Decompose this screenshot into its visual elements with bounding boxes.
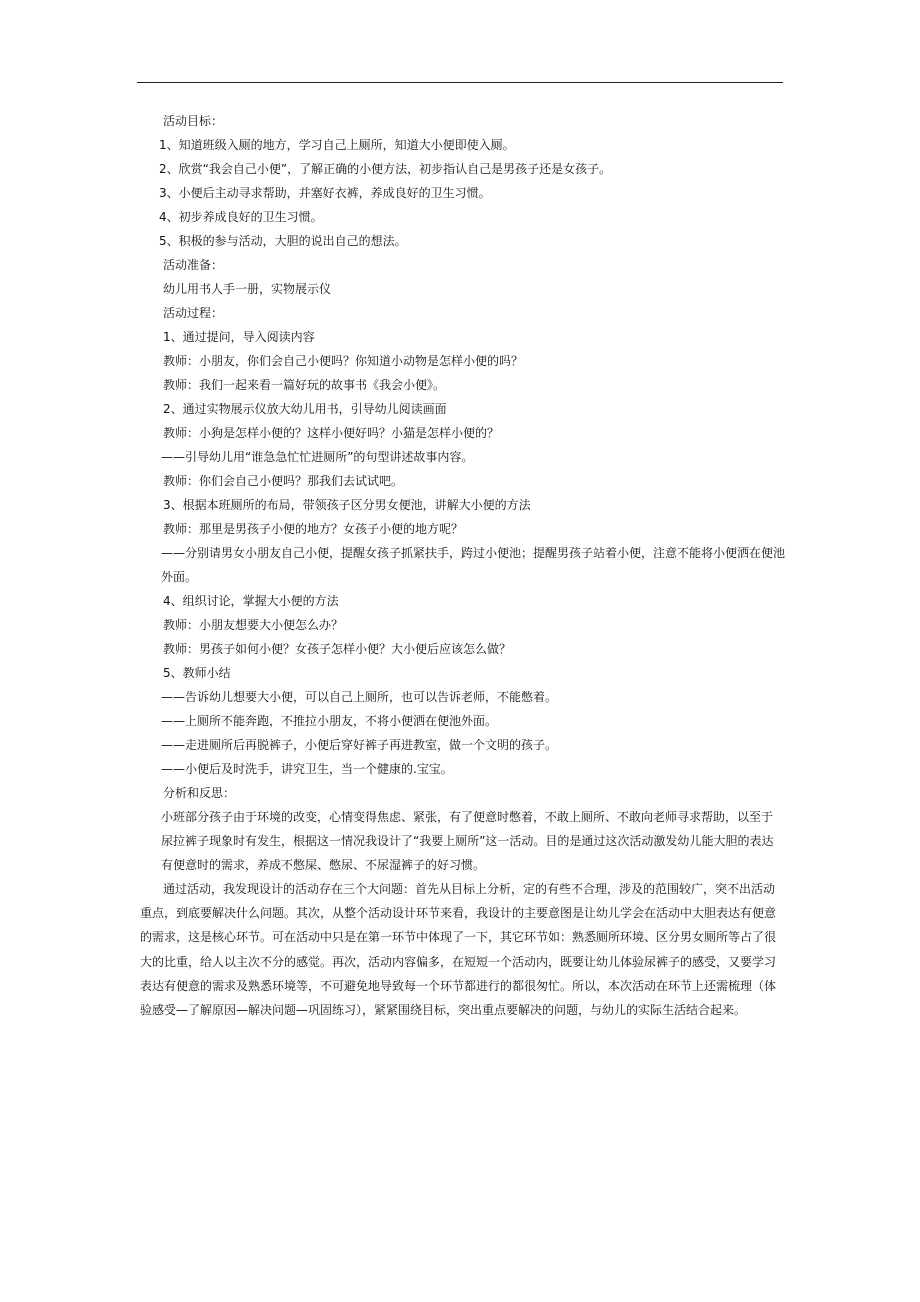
process-line: 教师：小朋友想要大小便怎么办？ xyxy=(163,618,344,632)
process-step: 4、组织讨论，掌握大小便的方法 xyxy=(163,594,339,608)
process-line: 教师：那里是男孩子小便的地方？女孩子小便的地方呢？ xyxy=(163,522,464,536)
process-line: ——走进厕所后再脱裤子，小便后穿好裤子再进教室，做一个文明的孩子。 xyxy=(161,738,558,752)
process-line: ——分别请男女小朋友自己小便，提醒女孩子抓紧扶手，跨过小便池；提醒男孩子站着小便，注意不能将小便洒在便池外面。 xyxy=(161,546,786,584)
process-line: 教师：小朋友，你们会自己小便吗？你知道小动物是怎样小便的吗？ xyxy=(163,354,524,368)
process-line: ——上厕所不能奔跑，不推拉小朋友，不将小便洒在便池外面。 xyxy=(161,714,498,728)
prep-heading: 活动准备： xyxy=(163,258,224,272)
process-step: 5、教师小结 xyxy=(163,666,231,680)
reflection-paragraph-text: 通过活动，我发现设计的活动存在三个大问题：首先从目标上分析，定的有些不合理，涉及的范围较广，突不出活动重点，到底要解决什么问题。其次，从整个活动设计环节来看，我设计的主要意图是让幼儿学会在活动中大胆表达有便意的需求，这是核心环节。可在活动中只是在第一环节中体现了一下，其它环节如：熟悉厕所环境、区分男女厕所等占了很大的比重，给人以主次不分的感觉。再次，活动内容偏多，在短短一个活动内，既要让幼儿体验尿裤子的感受，又要学习表达有便意的需求及熟悉环境等，不可避免地导致每一个环节都进行的都很匆忙。所以，本次活动在环节上还需梳理（体验感受—了解原因—解决问题—巩固练习），紧紧围绕目标，突出重点要解决的问题，与幼儿的实际生活结合起来。 xyxy=(140,882,777,1018)
reflection-paragraph xyxy=(161,805,783,877)
process-heading: 活动过程： xyxy=(163,306,224,320)
process-line: 教师：小狗是怎样小便的？这样小便好吗？小猫是怎样小便的？ xyxy=(163,426,500,440)
process-line: ——小便后及时洗手，讲究卫生，当一个健康的.宝宝。 xyxy=(161,762,453,776)
prep-text: 幼儿用书人手一册，实物展示仪 xyxy=(163,282,332,296)
header-rule xyxy=(137,82,783,83)
process-line: 教师：我们一起来看一篇好玩的故事书《我会小便》。 xyxy=(163,378,446,392)
process-line: ——告诉幼儿想要大小便，可以自己上厕所，也可以告诉老师，不能憋着。 xyxy=(161,690,558,704)
goal-item: 5、积极的参与活动，大胆的说出自己的想法。 xyxy=(159,234,407,248)
process-line: ——引导幼儿用“谁急急忙忙进厕所”的句型讲述故事内容。 xyxy=(161,450,474,464)
process-line: 教师：你们会自己小便吗？那我们去试试吧。 xyxy=(163,474,404,488)
goal-item: 3、小便后主动寻求帮助，并塞好衣裤，养成良好的卫生习惯。 xyxy=(159,186,491,200)
reflection-paragraph xyxy=(140,877,785,1022)
goals-heading: 活动目标： xyxy=(163,114,224,128)
goal-item: 4、初步养成良好的卫生习惯。 xyxy=(159,210,323,224)
reflection-heading: 分析和反思： xyxy=(163,786,236,800)
process-step: 2、通过实物展示仪放大幼儿用书，引导幼儿阅读画面 xyxy=(163,402,447,416)
process-line: 教师：男孩子如何小便？女孩子怎样小便？大小便后应该怎么做？ xyxy=(163,642,512,656)
process-step: 1、通过提问，导入阅读内容 xyxy=(163,330,315,344)
document-body xyxy=(140,109,786,1022)
goal-item: 2、欣赏“我会自己小便”，了解正确的小便方法，初步指认自己是男孩子还是女孩子。 xyxy=(159,162,612,176)
reflection-paragraph-text: 小班部分孩子由于环境的改变，心情变得焦虑、紧张，有了便意时憋着，不敢上厕所、不敢向老师寻求帮助，以至于尿拉裤子现象时有发生，根据这一情况我设计了“我要上厕所”这一活动。目的是通过这次活动激发幼儿能大胆的表达有便意时的需求，养成不憋屎、憋尿、不尿湿裤子的好习惯。 xyxy=(161,810,774,872)
goal-item: 1、知道班级入厕的地方，学习自己上厕所，知道大小便即使入厕。 xyxy=(159,138,515,152)
process-step: 3、根据本班厕所的布局，带领孩子区分男女便池，讲解大小便的方法 xyxy=(163,498,531,512)
